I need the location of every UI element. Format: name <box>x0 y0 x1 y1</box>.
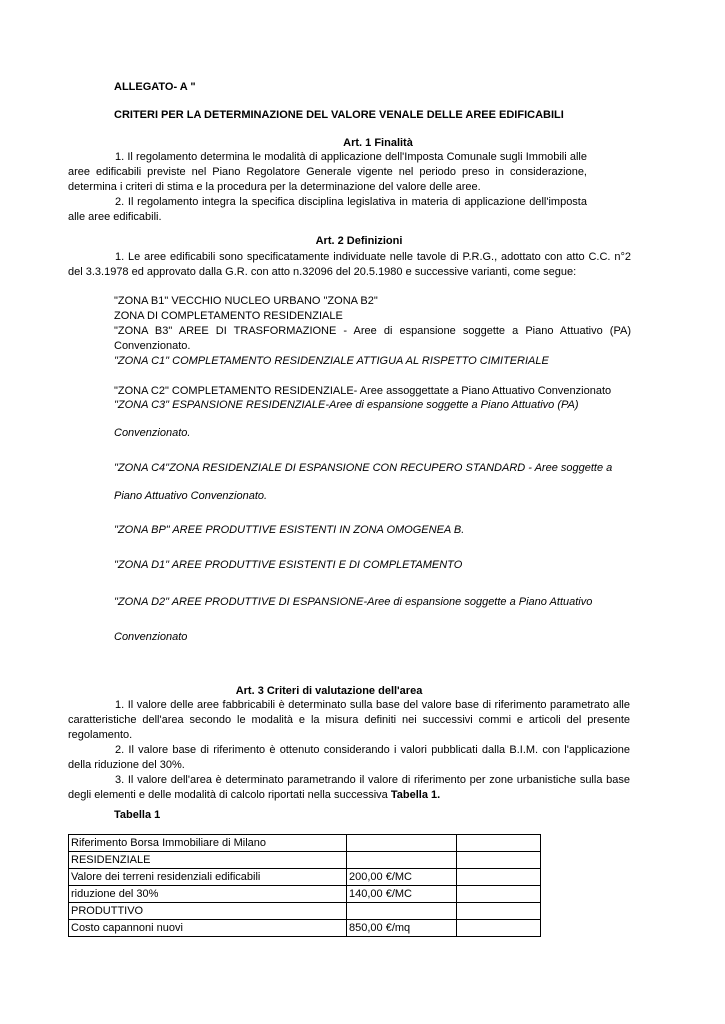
art1-body <box>68 150 587 225</box>
table-cell-label: Costo capannoni nuovi <box>69 920 347 937</box>
table-row <box>69 852 541 869</box>
zone-list-a <box>114 294 631 369</box>
art2-body <box>68 250 631 280</box>
zone-completamento: ZONA DI COMPLETAMENTO RESIDENZIALE <box>114 310 343 322</box>
zone-d2: "ZONA D2" AREE PRODUTTIVE DI ESPANSIONE-Aree di espansione soggette a Piano Attuativo <box>114 596 593 608</box>
table-cell-value: 200,00 €/MC <box>347 869 457 886</box>
table-cell-label: Riferimento Borsa Immobiliare di Milano <box>69 835 347 852</box>
table-cell-value: 140,00 €/MC <box>347 886 457 903</box>
table-cell-label: RESIDENZIALE <box>69 852 347 869</box>
zone-c3-cont: Convenzionato. <box>114 427 191 439</box>
table-cell-label: Valore dei terreni residenziali edificabili <box>69 869 347 886</box>
document-title: CRITERI PER LA DETERMINAZIONE DEL VALORE VENALE DELLE AREE EDIFICABILI <box>114 109 564 121</box>
zone-c3: "ZONA C3" ESPANSIONE RESIDENZIALE-Aree di espansione soggette a Piano Attuativo (PA) <box>114 399 579 411</box>
zone-b1-b2: "ZONA B1" VECCHIO NUCLEO URBANO "ZONA B2" <box>114 295 378 307</box>
zone-c4: "ZONA C4"ZONA RESIDENZIALE DI ESPANSIONE CON RECUPERO STANDARD - Aree soggette a <box>114 462 613 474</box>
table-row <box>69 869 541 886</box>
art1-paragraph-2: 2. Il regolamento integra la specifica disciplina legislativa in materia di applicazione dell'imposta alle aree edificabili. <box>68 196 587 223</box>
table-cell-value <box>347 903 457 920</box>
art3-heading: Art. 3 Criteri di valutazione dell'area <box>235 685 423 697</box>
art3-paragraph-3 <box>68 773 630 803</box>
table-cell-label: PRODUTTIVO <box>69 903 347 920</box>
art2-paragraph-1: 1. Le aree edificabili sono specificatamente individuate nelle tavole di P.R.G., adottato con atto C.C. n°2 del 3.3.1978 ed approvato dalla G.R. con atto n.32096 del 20.5.1980 e successive varianti, come segue: <box>68 251 631 278</box>
table-row <box>69 920 541 937</box>
art1-paragraph-1: 1. Il regolamento determina le modalità di applicazione dell'Imposta Comunale sugli Immobili alle aree edificabili previste nel Piano Regolatore Generale vigente nel periodo preso in considerazione, determina i criteri di stima e la procedura per la determinazione del valore delle aree. <box>68 151 587 193</box>
table-row <box>69 903 541 920</box>
table1-caption: Tabella 1 <box>114 809 161 821</box>
zone-d2-cont: Convenzionato <box>114 631 188 643</box>
table-cell-extra <box>457 852 541 869</box>
table-cell-label: riduzione del 30% <box>69 886 347 903</box>
table-row <box>69 886 541 903</box>
art1-heading: Art. 1 Finalità <box>343 137 413 149</box>
art3-paragraph-1: 1. Il valore delle aree fabbricabili è determinato sulla base del valore base di riferimento parametrato alle caratteristiche dell'area secondo le modalità e la misura definiti nei successivi commi e articoli del presente regolamento. <box>68 699 630 741</box>
table-cell-extra <box>457 903 541 920</box>
table-cell-extra <box>457 869 541 886</box>
zone-d1: "ZONA D1" AREE PRODUTTIVE ESISTENTI E DI COMPLETAMENTO <box>114 559 463 571</box>
table1 <box>68 834 541 937</box>
zone-c4-cont: Piano Attuativo Convenzionato. <box>114 490 268 502</box>
art2-heading: Art. 2 Definizioni <box>315 235 403 247</box>
zone-bp: "ZONA BP" AREE PRODUTTIVE ESISTENTI IN ZONA OMOGENEA B. <box>114 524 465 536</box>
art3-paragraph-3-text: 3. Il valore dell'area è determinato parametrando il valore di riferimento per zone urbanistiche sulla base degli elementi e delle modalità di calcolo riportati nella successiva <box>68 774 630 801</box>
table-row <box>69 835 541 852</box>
table-cell-value <box>347 852 457 869</box>
table-cell-extra <box>457 886 541 903</box>
zone-b3: "ZONA B3" AREE DI TRASFORMAZIONE - Aree di espansione soggette a Piano Attuativo (PA) Convenzionato. <box>114 325 631 352</box>
zone-c2: "ZONA C2" COMPLETAMENTO RESIDENZIALE- Aree assoggettate a Piano Attuativo Convenzionato <box>114 385 612 397</box>
table-cell-extra <box>457 835 541 852</box>
table-cell-value: 850,00 €/mq <box>347 920 457 937</box>
art3-body <box>68 698 630 803</box>
table-cell-value <box>347 835 457 852</box>
allegato-label: ALLEGATO- A " <box>114 81 196 93</box>
art3-paragraph-2: 2. Il valore base di riferimento è ottenuto considerando i valori pubblicati dalla B.I.M. con l'applicazione della riduzione del 30%. <box>68 744 630 771</box>
tabella-1-reference: Tabella 1. <box>390 789 441 801</box>
table-cell-extra <box>457 920 541 937</box>
zone-c1: "ZONA C1" COMPLETAMENTO RESIDENZIALE ATTIGUA AL RISPETTO CIMITERIALE <box>114 355 549 367</box>
